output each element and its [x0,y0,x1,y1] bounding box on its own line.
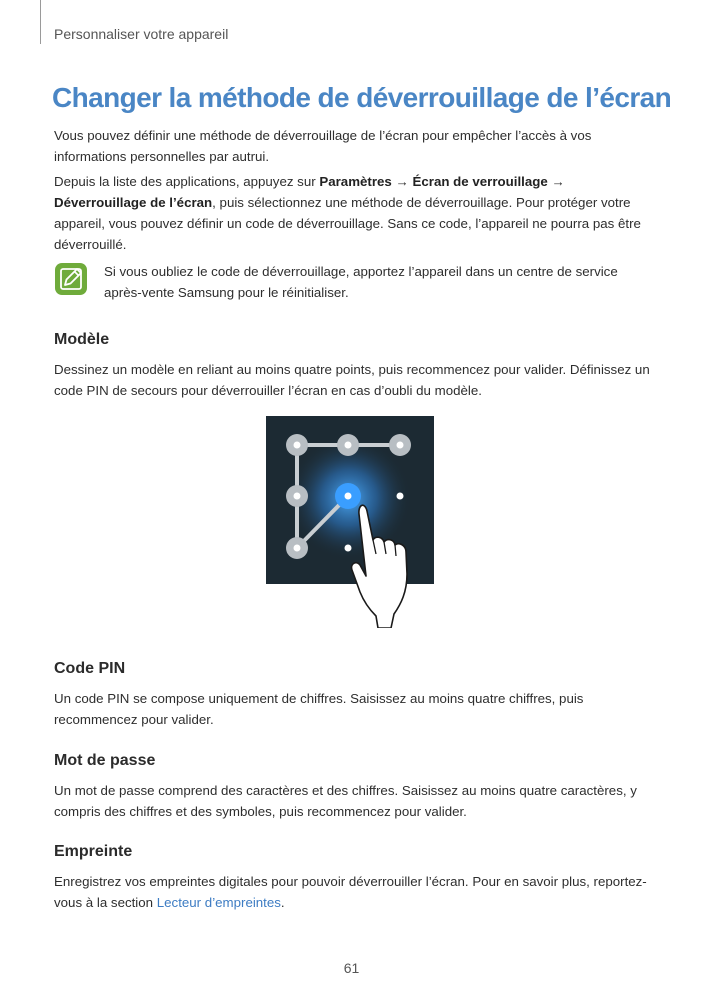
steps-prefix: Depuis la liste des applications, appuyez sur [54,174,320,189]
menu-path-screen-unlock: Déverrouillage de l’écran [54,195,213,210]
menu-path-lock-screen: Écran de verrouillage [412,174,548,189]
pin-description: Un code PIN se compose uniquement de chiffres. Saisissez au moins quatre chiffres, puis recommencez pour valider. [54,691,584,727]
path-arrow: → [547,174,565,189]
section-heading-pattern: Modèle [54,331,110,348]
pattern-description: Dessinez un modèle en reliant au moins quatre points, puis recommencez pour valider. Définissez un code PIN de secours pour déverrouiller l’écran en cas d’oubli du modèle. [54,362,650,398]
path-arrow: → [391,174,413,189]
steps-paragraph [54,171,654,255]
section-heading-pin: Code PIN [54,660,126,677]
page-number: 61 [343,960,360,976]
section-heading-fingerprint: Empreinte [54,843,133,860]
fingerprint-description [54,871,654,913]
password-description: Un mot de passe comprend des caractères et des chiffres. Saisissez au moins quatre caractères, y compris des chiffres et des symboles, puis recommencez pour valider. [54,783,637,819]
intro-paragraph: Vous pouvez définir une méthode de déverrouillage de l’écran pour empêcher l’accès à vos informations personnelles par autrui. [54,128,592,164]
steps-suffix: , puis sélectionnez une méthode de déverrouillage. Pour protéger votre appareil, vous pouvez définir un code de déverrouillage. Sans ce code, l’appareil ne pourra pas être déverrouillé. [54,195,641,252]
note-text: Si vous oubliez le code de déverrouillage, apportez l’appareil dans un centre de service après-vente Samsung pour le réinitialiser. [104,264,618,300]
section-heading-password: Mot de passe [54,752,156,769]
header-rule [40,0,41,44]
pattern-unlock-illustration [266,416,436,628]
running-header: Personnaliser votre appareil [54,26,229,42]
note-pencil-icon [54,262,88,296]
fingerprint-body-end: . [280,895,285,910]
fingerprint-reader-link[interactable]: Lecteur d’empreintes [156,895,281,910]
page-title: Changer la méthode de déverrouillage de l’écran [52,82,672,113]
fingerprint-body: Enregistrez vos empreintes digitales pour pouvoir déverrouiller l’écran. Pour en savoir plus, reportez-vous à la section [54,874,647,910]
menu-path-settings: Paramètres [319,174,392,189]
